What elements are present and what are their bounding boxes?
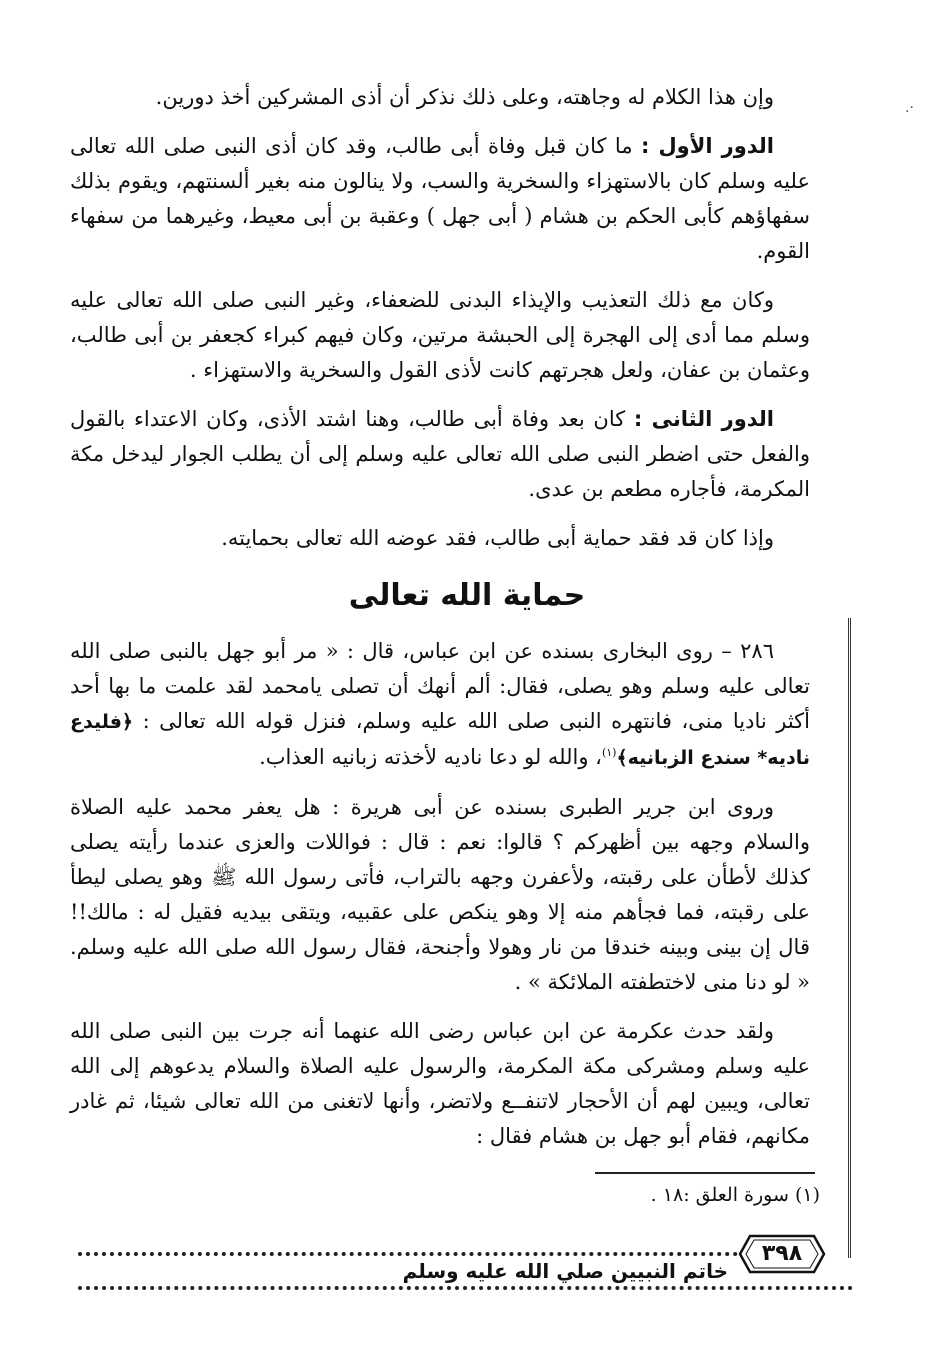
page-footer: [78, 1232, 853, 1292]
ikrimah-narration-paragraph: [70, 1014, 810, 1154]
phase-one-continuation-paragraph: [70, 283, 810, 388]
quran-verse: ﴿فليدع ناديه* سندع الزبانيه﴾: [70, 711, 810, 769]
tabari-narration-text: وروى ابن جرير الطبرى بسنده عن أبى هريرة : هل يعفر محمد عليه الصلاة والسلام وجهه بين أظهركم ؟ قالوا: نعم : قال : فواللات والعزى عندما رأيته يصلى كذلك لأطأن على رقبته، ولأعفرن وجهه بالتراب، فأتى رسول الله ﷺ وهو يصلى ليطأ على رقبته، فما فجأهم منه إلا وهو ينكص على عقبيه، ويتقى بيديه فقيل له : مالك!! قال إن بينى وبينه خندقا من نار وهولا وأجنحة، فقال رسول الله صلى الله عليه وسلم. « لو دنا منى لاختطفته الملائكة » .: [70, 795, 810, 994]
running-title: خاتم النبيين صلي الله عليه وسلم: [402, 1259, 728, 1283]
page-number-badge: [738, 1234, 826, 1274]
tabari-narration-paragraph: [70, 790, 810, 1000]
hadith-286-paragraph: [70, 634, 810, 776]
transition-text: وإذا كان قد فقد حماية أبى طالب، فقد عوضه الله تعالى بحمايته.: [221, 526, 774, 550]
margin-rule: [848, 618, 851, 1258]
phase-two-paragraph: [70, 402, 810, 507]
section-heading: حماية الله تعالى: [348, 578, 586, 613]
footnote-divider: [595, 1172, 815, 1174]
phase-one-text: ما كان قبل وفاة أبى طالب، وقد كان أذى النبى صلى الله تعالى عليه وسلم كان بالاستهزاء والسخرية والسب، ولا ينالون منه بغير ألسنتهم، ويقوم بذلك سفهاؤهم كأبى الحكم بن هشام ( أبى جهل ) وعقبة بن أبى معيط، وغيرهما من سفهاء القوم.: [70, 134, 810, 263]
intro-paragraph: [70, 80, 810, 115]
footnote-reference[interactable]: (١): [601, 746, 617, 759]
phase-one-paragraph: [70, 129, 810, 269]
main-text-block: [70, 634, 810, 1168]
transition-paragraph: [70, 521, 810, 556]
phase-one-continuation-text: وكان مع ذلك التعذيب والإيذاء البدنى للضعفاء، وغير النبى صلى الله تعالى عليه وسلم مما أدى إلى الهجرة إلى الحبشة مرتين، وكان فيهم كبراء كجعفر بن أبى طالب، وعثمان بن عفان، ولعل هجرتهم كانت لأذى القول والسخرية والاستهزاء .: [70, 288, 810, 382]
phase-two-text: كان بعد وفاة أبى طالب، وهنا اشتد الأذى، وكان الاعتداء بالقول والفعل حتى اضطر النبى صلى الله تعالى عليه وسلم إلى أن يطلب الجوار ليدخل مكة المكرمة، فأجاره مطعم بن عدى.: [70, 407, 810, 501]
page-number: ٣٩٨: [761, 1241, 803, 1266]
hadith-286-text-after: ، والله لو دعا ناديه لأخذته زبانيه العذاب.: [259, 745, 602, 769]
intro-text: وإن هذا الكلام له وجاهته، وعلى ذلك نذكر أن أذى المشركين أخذ دورين.: [155, 85, 774, 109]
scan-mark: ·.: [905, 100, 914, 116]
top-text-block: [70, 80, 810, 570]
footnote: (١) سورة العلق :١٨ .: [650, 1184, 820, 1206]
phase-two-label: الدور الثانى :: [633, 407, 774, 431]
phase-one-label: الدور الأول :: [641, 134, 774, 158]
hadith-286-text-before: ٢٨٦ – روى البخارى بسنده عن ابن عباس، قال : « مر أبو جهل بالنبى صلى الله تعالى عليه وسلم وهو يصلى، فقال: ألم أنهك أن تصلى يامحمد لقد علمت ما بها أحد أكثر ناديا منى، فانتهره النبى صلى الله عليه وسلم، فنزل قوله الله تعالى :: [70, 639, 810, 733]
footer-dotted-rule-bottom: [78, 1286, 853, 1290]
ikrimah-narration-text: ولقد حدث عكرمة عن ابن عباس رضى الله عنهما أنه جرت بين النبى صلى الله عليه وسلم ومشركى مكة المكرمة، والرسول عليه الصلاة والسلام يدعوهم إلى الله تعالى، ويبين لهم أن الأحجار لاتنفــع ولاتضر، وأنها لاتغنى من الله تعالى شيئا، ثم غادر مكانهم، فقام أبو جهل بن هشام فقال :: [70, 1019, 810, 1148]
